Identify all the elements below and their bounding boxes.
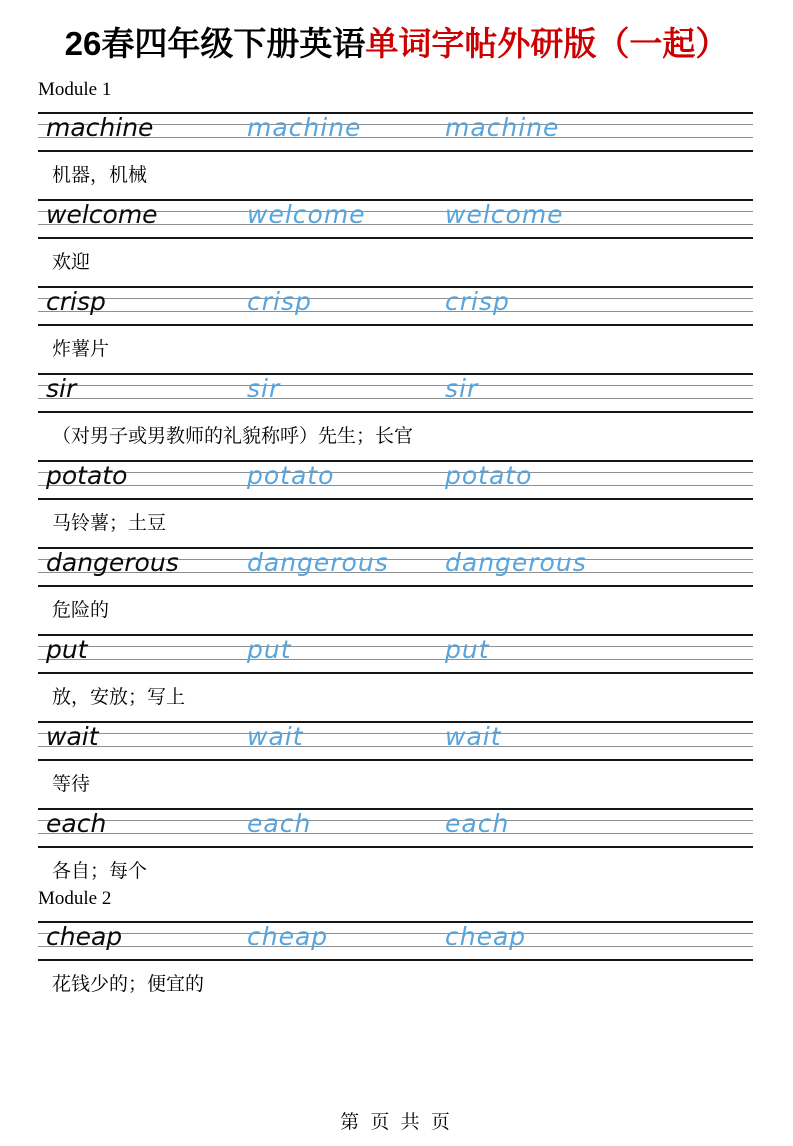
word-printed: machine [46,113,154,142]
guide-line-top [38,808,753,810]
guide-line-bottom [38,237,753,239]
word-trace-2: put [445,635,490,664]
word-meaning: 危险的 [52,600,110,621]
guide-line-middle-upper [38,298,753,299]
copybook-page [0,24,793,1133]
word-meaning: 放，安放；写上 [52,687,186,708]
word-trace-2: wait [445,722,502,751]
guide-line-bottom [38,585,753,587]
word-practice-row [0,460,793,536]
word-printed: dangerous [46,548,179,577]
guide-line-top [38,460,753,462]
guide-line-bottom [38,498,753,500]
handwriting-guide [38,721,753,761]
page-title-red: 单词字帖外研版（一起） [365,25,729,62]
handwriting-guide [38,199,753,239]
word-trace-1: dangerous [247,548,389,577]
word-meaning: 各自；每个 [52,861,148,882]
word-printed: sir [46,374,77,403]
word-practice-row [0,808,793,884]
module-2-label: Module 2 [38,888,112,909]
guide-line-top [38,286,753,288]
word-trace-1: wait [247,722,304,751]
handwriting-guide [38,286,753,326]
word-meaning: 欢迎 [52,252,91,273]
word-practice-row [0,286,793,362]
word-trace-2: machine [445,113,560,142]
guide-line-middle-lower [38,311,753,312]
word-printed: potato [46,461,128,490]
guide-line-bottom [38,759,753,761]
handwriting-guide [38,808,753,848]
guide-line-middle-upper [38,646,753,647]
guide-line-middle-lower [38,746,753,747]
guide-line-bottom [38,411,753,413]
word-printed: crisp [46,287,106,316]
word-meaning: 马铃薯；土豆 [52,513,167,534]
guide-line-bottom [38,324,753,326]
word-practice-row [0,634,793,710]
word-trace-1: each [247,809,312,838]
word-practice-row [0,721,793,797]
handwriting-guide [38,373,753,413]
guide-line-middle-upper [38,385,753,386]
guide-line-middle-lower [38,946,753,947]
word-meaning: 炸薯片 [52,339,110,360]
guide-line-bottom [38,846,753,848]
guide-line-top [38,721,753,723]
word-printed: welcome [46,200,158,229]
guide-line-top [38,921,753,923]
word-meaning: （对男子或男教师的礼貌称呼）先生；长官 [52,426,414,447]
guide-line-top [38,373,753,375]
module-1-label: Module 1 [38,79,112,100]
guide-line-bottom [38,672,753,674]
handwriting-guide [38,634,753,674]
word-trace-2: welcome [445,200,564,229]
word-practice-row [0,199,793,275]
handwriting-guide [38,547,753,587]
word-meaning: 等待 [52,774,91,795]
guide-line-middle-upper [38,933,753,934]
word-practice-row [0,112,793,188]
word-trace-1: welcome [247,200,366,229]
guide-line-middle-lower [38,485,753,486]
word-trace-1: machine [247,113,362,142]
word-printed: put [46,635,88,664]
word-trace-1: cheap [247,922,329,951]
page-footer: 第 页 共 页 [340,1112,453,1133]
guide-line-bottom [38,959,753,961]
page-title-black: 26春四年级下册英语 [64,25,366,62]
word-trace-1: put [247,635,292,664]
guide-line-top [38,634,753,636]
guide-line-middle-upper [38,820,753,821]
word-practice-row [0,547,793,623]
handwriting-guide [38,460,753,500]
word-printed: each [46,809,107,838]
word-trace-2: potato [445,461,533,490]
guide-line-middle-lower [38,398,753,399]
guide-line-middle-upper [38,472,753,473]
word-meaning: 花钱少的；便宜的 [52,974,205,995]
guide-line-middle-upper [38,733,753,734]
guide-line-bottom [38,150,753,152]
guide-line-middle-lower [38,833,753,834]
guide-line-middle-lower [38,659,753,660]
word-practice-row [0,921,793,997]
handwriting-guide [38,921,753,961]
word-meaning: 机器，机械 [52,165,148,186]
word-printed: wait [46,722,99,751]
handwriting-guide [38,112,753,152]
page-title [0,24,793,64]
word-printed: cheap [46,922,123,951]
word-practice-row [0,373,793,449]
word-trace-1: sir [247,374,281,403]
word-trace-1: potato [247,461,335,490]
word-trace-2: cheap [445,922,527,951]
word-trace-2: dangerous [445,548,587,577]
word-trace-2: crisp [445,287,510,316]
word-trace-2: each [445,809,510,838]
word-trace-1: crisp [247,287,312,316]
word-trace-2: sir [445,374,479,403]
